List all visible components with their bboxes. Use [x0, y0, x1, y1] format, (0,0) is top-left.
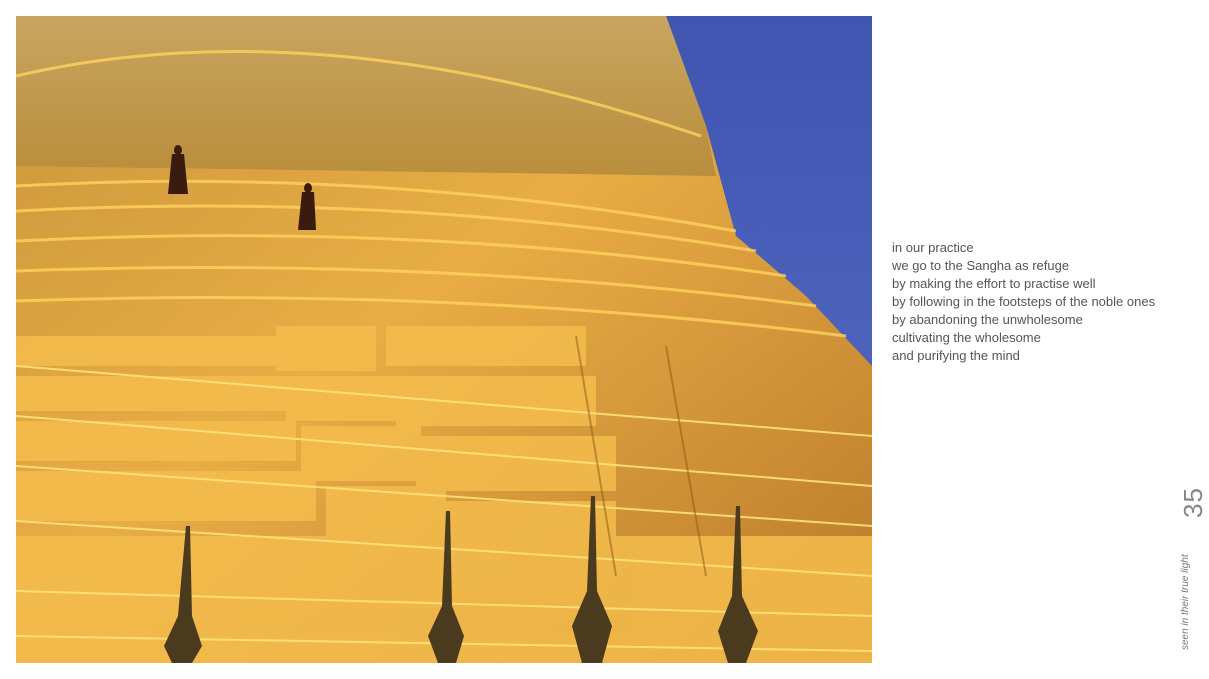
running-footer-caption: seen in their true light — [1180, 554, 1191, 650]
poem-line: by abandoning the unwholesome — [892, 312, 1083, 327]
poem-line: we go to the Sangha as refuge — [892, 258, 1070, 273]
poem-line: in our practice — [892, 240, 974, 255]
poem-line: by following in the footsteps of the noble ones — [892, 294, 1156, 309]
poem — [892, 239, 1155, 365]
poem-line: cultivating the wholesome — [892, 330, 1041, 345]
page-number: 35 — [1178, 487, 1208, 518]
poem-line: by making the effort to practise well — [892, 276, 1096, 291]
stupa-photo — [16, 16, 872, 663]
poem-line: and purifying the mind — [892, 348, 1020, 363]
